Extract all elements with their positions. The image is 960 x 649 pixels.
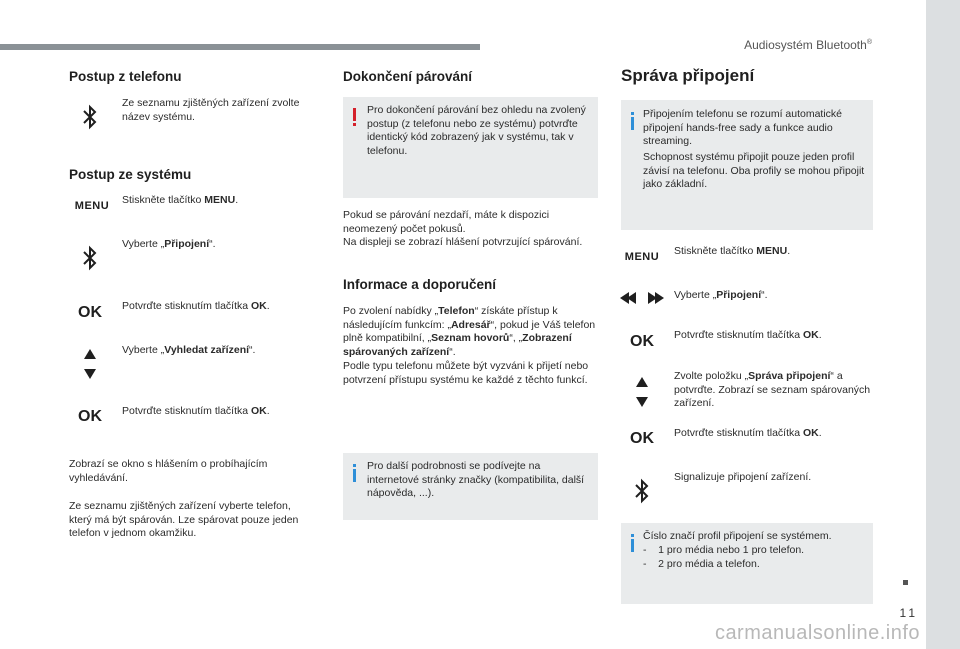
manage-step-5: Potvrďte stisknutím tlačítka OK. (674, 427, 822, 439)
profile-text-b: - 1 pro média nebo 1 pro telefon. (643, 544, 805, 556)
info-box-text-b: Schopnost systému připojit pouze jeden profil závisí na telefonu. Oba profily se mohou připojit jako základní. (643, 151, 865, 190)
heading-postup-ze-systemu: Postup ze systému (69, 167, 192, 182)
bluetooth-icon (632, 477, 652, 505)
heading-dokonceni-parovani: Dokončení párování (343, 69, 473, 84)
heading-sprava-pripojeni: Správa připojení (621, 66, 755, 85)
heading-postup-z-telefonu: Postup z telefonu (69, 69, 182, 84)
info-icon (353, 464, 357, 482)
up-down-arrows-icon (632, 374, 652, 410)
access-paragraph: Podle typu telefonu můžete být vyzváni k přijetí nebo potvrzení přístupu systému ke každé z těchto funkcí. (343, 360, 589, 386)
ok-button-icon: OK (630, 333, 654, 350)
warning-box (343, 97, 598, 198)
info-box-profile (621, 523, 873, 604)
info-box-text: Pro další podrobnosti se podívejte na internetové stránky značky (kompatibilita, další nápověda, ...). (367, 460, 585, 499)
page-header-title: Audiosystém Bluetooth® (744, 38, 872, 52)
manage-step-6: Signalizuje připojení zařízení. (674, 471, 812, 483)
heading-informace-doporuceni: Informace a doporučení (343, 277, 497, 292)
manage-step-3: Potvrďte stisknutím tlačítka OK. (674, 329, 822, 341)
watermark: carmanualsonline.info (714, 622, 920, 644)
info-icon (631, 112, 635, 130)
page-side-band (926, 0, 960, 649)
system-step-5: Potvrďte stisknutím tlačítka OK. (122, 405, 270, 417)
system-step-2: Vyberte „Připojení“. (122, 238, 216, 250)
up-down-arrows-icon (80, 346, 100, 382)
system-step-4: Vyberte „Vyhledat zařízení“. (122, 344, 256, 356)
ok-button-icon: OK (78, 408, 102, 425)
select-phone-paragraph: Ze seznamu zjištěných zařízení vyberte telefon, který má být spárován. Lze spárovat pouze jeden telefon v jednom okamžiku. (69, 500, 299, 539)
bluetooth-icon (80, 244, 100, 272)
system-step-1: Stiskněte tlačítko MENU. (122, 194, 239, 206)
info-box-text-a: Připojením telefonu se rozumí automatické připojení hands-free sady a funkce audio streaming. (643, 108, 843, 147)
search-paragraph: Zobrazí se okno s hlášením o probíhajícím vyhledávání. (69, 458, 268, 484)
bluetooth-icon (80, 103, 100, 131)
page-number: 11 (899, 606, 918, 620)
manage-step-1: Stiskněte tlačítko MENU. (674, 245, 791, 257)
info-box-connection (621, 100, 873, 230)
info-icon (631, 534, 635, 552)
ok-button-icon: OK (630, 430, 654, 447)
header-rule (0, 44, 480, 50)
phone-step-text: Ze seznamu zjištěných zařízení zvolte název systému. (122, 97, 300, 123)
retry-paragraph: Pokud se párování nezdaří, máte k dispozici neomezený počet pokusů. (343, 209, 550, 235)
warning-icon (353, 108, 357, 126)
manage-step-4: Zvolte položku „Správa připojení“ a potvrďte. Zobrazí se seznam spárovaných zařízení. (674, 370, 871, 409)
profile-text-a: Číslo značí profil připojení se systémem. (643, 530, 832, 542)
info-box (343, 453, 598, 520)
confirm-paragraph: Na displeji se zobrazí hlášení potvrzující spárování. (343, 236, 583, 248)
manage-step-2: Vyberte „Připojení“. (674, 289, 768, 301)
profile-text-c: - 2 pro média a telefon. (643, 558, 760, 570)
info-paragraph: Po zvolení nabídky „Telefon“ získáte přístup k následujícím funkcím: „Adresář“, pokud je Váš telefon plně kompatibilní, „Seznam hovorů“, „Zobrazení spárovaných zařízení“. (343, 305, 596, 358)
warning-text: Pro dokončení párování bez ohledu na zvolený postup (z telefonu nebo ze systému) potvrďte identický kód zobrazený jak v systému, tak v telefonu. (367, 104, 586, 157)
continuation-mark (903, 580, 908, 585)
ok-button-icon: OK (78, 304, 102, 321)
system-step-3: Potvrďte stisknutím tlačítka OK. (122, 300, 270, 312)
left-right-arrows-icon (618, 290, 666, 306)
menu-button-icon: MENU (74, 200, 110, 212)
menu-button-icon: MENU (624, 251, 660, 263)
